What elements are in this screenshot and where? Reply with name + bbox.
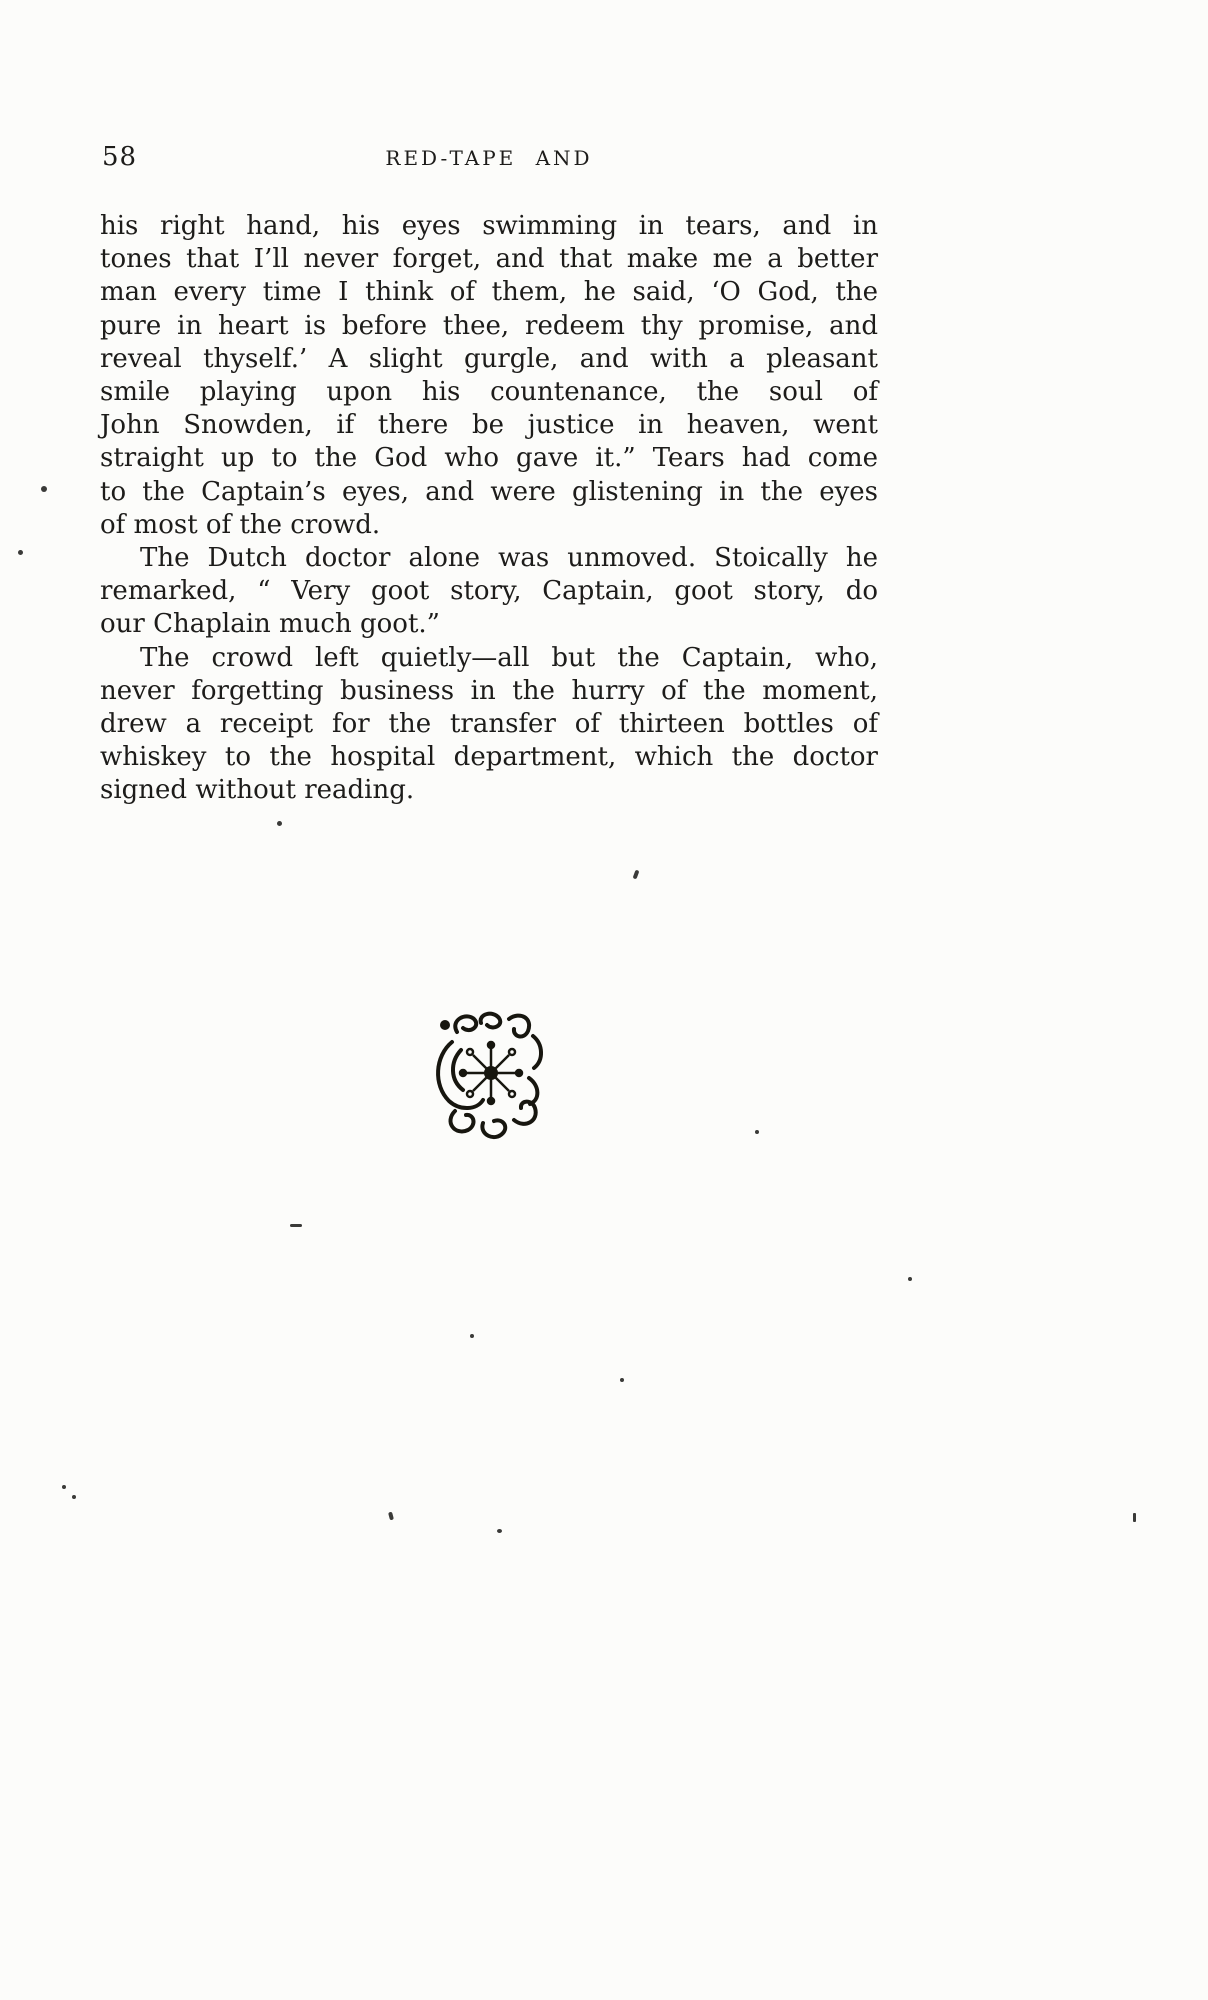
text-line: signed without reading.: [100, 775, 415, 806]
text-line: tones that I’ll never forget, and that make me a better: [100, 244, 878, 275]
text-line: our Chaplain much goot.”: [100, 609, 440, 640]
scan-speck: [633, 870, 640, 880]
scan-speck: [72, 1495, 76, 1499]
body-text: [100, 210, 878, 808]
scan-speck: [62, 1485, 66, 1489]
page-number: 58: [102, 142, 138, 172]
text-line: never forgetting business in the hurry of the moment,: [100, 675, 878, 706]
scan-speck: [41, 486, 47, 492]
fleuron-icon: [430, 1010, 548, 1140]
scan-speck: [290, 1224, 302, 1227]
scan-speck: [908, 1277, 912, 1281]
text-line: reveal thyself.’ A slight gurgle, and with a pleasant: [100, 343, 878, 374]
paragraph: [100, 210, 878, 542]
text-line: to the Captain’s eyes, and were glistening in the eyes: [100, 476, 878, 507]
fleuron-ornament: [430, 1010, 548, 1140]
scan-speck: [620, 1378, 624, 1382]
page-header: [100, 140, 878, 172]
text-line: The Dutch doctor alone was unmoved. Stoically he: [140, 543, 878, 574]
text-line: John Snowden, if there be justice in heaven, went: [100, 410, 878, 441]
text-line: remarked, “ Very goot story, Captain, goot story, do: [100, 576, 878, 607]
scan-speck: [1133, 1513, 1136, 1522]
scan-speck: [497, 1529, 502, 1533]
scan-speck: [18, 550, 23, 555]
text-line: pure in heart is before thee, redeem thy promise, and: [100, 310, 878, 341]
text-line: The crowd left quietly—all but the Captain, who,: [140, 642, 878, 673]
scan-speck: [470, 1334, 474, 1338]
text-line: man every time I think of them, he said, ‘O God, the: [100, 277, 878, 308]
text-line: straight up to the God who gave it.” Tears had come: [100, 443, 878, 474]
text-line: whiskey to the hospital department, which the doctor: [100, 742, 878, 773]
text-line: smile playing upon his countenance, the soul of: [100, 377, 878, 408]
scan-speck: [755, 1130, 759, 1134]
scan-speck: [277, 821, 282, 826]
scan-speck: [388, 1512, 394, 1521]
running-header: RED-TAPE AND: [385, 146, 593, 170]
text-line: drew a receipt for the transfer of thirteen bottles of: [100, 709, 878, 740]
paragraph: [100, 642, 878, 808]
text-column: [100, 140, 878, 808]
text-line: of most of the crowd.: [100, 509, 381, 540]
text-line: his right hand, his eyes swimming in tears, and in: [100, 211, 878, 241]
paragraph: [100, 542, 878, 642]
